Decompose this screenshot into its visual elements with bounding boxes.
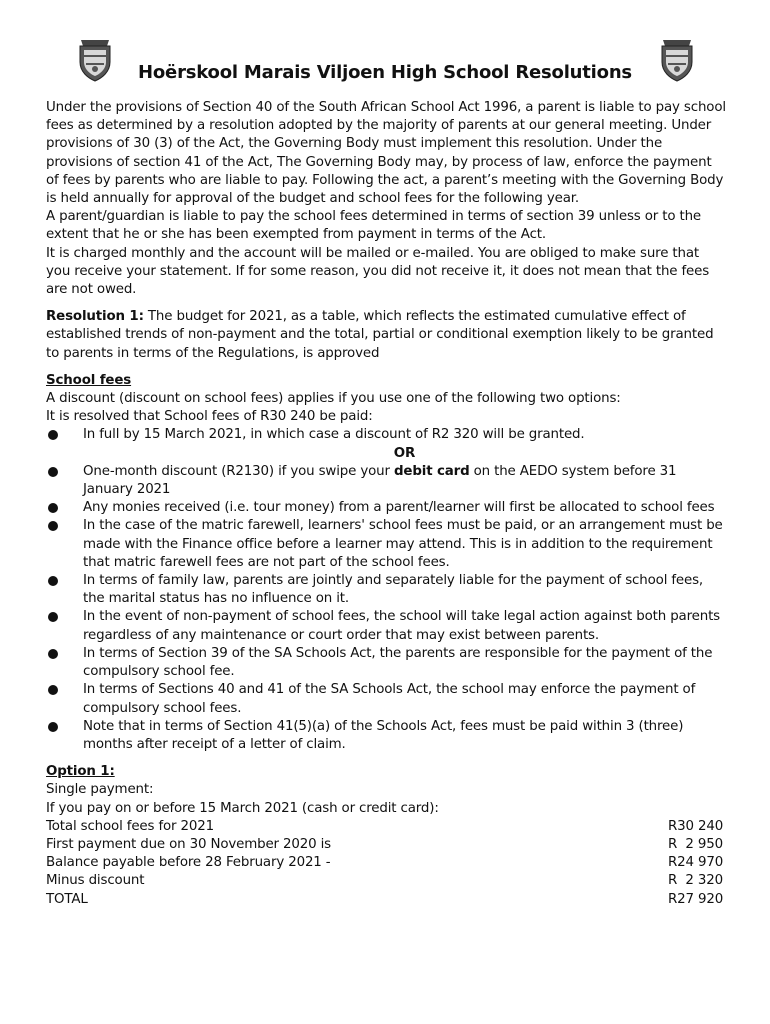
bullet-item: In the event of non-payment of school fees, the school will take legal action against both parents regardless of any maintenance or court order that may exist between parents.: [46, 608, 726, 644]
fee-amount: R 2 320: [668, 873, 723, 889]
school-fees-intro: A discount (discount on school fees) applies if you use one of the following two options:: [46, 391, 621, 407]
bullet-icon: [48, 467, 58, 477]
bullet-icon: [48, 521, 58, 531]
option1-line: If you pay on or before 15 March 2021 (cash or credit card):: [46, 800, 439, 816]
bullet-icon: [48, 685, 58, 695]
fee-label: First payment due on 30 November 2020 is: [46, 836, 332, 852]
document-body: [46, 99, 726, 909]
bullet-item: In terms of Sections 40 and 41 of the SA Schools Act, the school may enforce the payment of compulsory school fees.: [46, 681, 726, 717]
document-title: Hoërskool Marais Viljoen High School Resolutions: [138, 62, 632, 83]
fee-row: [46, 836, 726, 854]
intro-paragraph: Under the provisions of Section 40 of the South African School Act 1996, a parent is liable to pay school fees as determined by a resolution adopted by the majority of parents at our general meeting. Under provisions of 30 (3) of the Act, the Governing Body must implement this resolution. Under the provisions of section 41 of the Act, The Governing Body may, by process of law, enforce the payment of fees by parents who are liable to pay. Following the act, a parent’s meeting with the Governing Body is held annually for approval of the budget and school fees for the following year.: [46, 100, 726, 207]
resolution-paragraph: [46, 308, 726, 363]
resolution-text: The budget for 2021, as a table, which reflects the estimated cumulative effect of established trends of non-payment and the total, partial or conditional exemption likely to be granted to parents in terms of the Regulations, is approved: [46, 309, 714, 361]
debit-card-emphasis: debit card: [393, 463, 470, 479]
bullet-icon: [48, 576, 58, 586]
bullet-item: Any monies received (i.e. tour money) from a parent/learner will first be allocated to school fees: [46, 499, 726, 517]
bullet-icon: [48, 649, 58, 659]
bullet-icon: [48, 430, 58, 440]
bullet-item: Note that in terms of Section 41(5)(a) of the Schools Act, fees must be paid within 3 (three) months after receipt of a letter of claim.: [46, 718, 726, 754]
option1-line: Single payment:: [46, 782, 154, 798]
bullet-item: One-month discount (R2130) if you swipe your debit card on the AEDO system before 31 January 2021: [46, 463, 726, 499]
fee-label: Balance payable before 28 February 2021 -: [46, 855, 331, 871]
bullet-item: In terms of Section 39 of the SA Schools Act, the parents are responsible for the payment of the compulsory school fee.: [46, 645, 726, 681]
resolution-label: Resolution 1:: [46, 309, 144, 325]
fee-amount: R30 240: [668, 818, 724, 834]
fee-label: Minus discount: [46, 873, 145, 889]
fee-label: TOTAL: [46, 891, 88, 907]
school-fees-bullet-list: [46, 426, 726, 754]
intro-paragraph: It is charged monthly and the account will be mailed or e-mailed. You are obliged to make sure that you receive your statement. If for some reason, you did not receive it, it does not mean that the fees are not owed.: [46, 245, 710, 298]
bullet-item: In terms of family law, parents are jointly and separately liable for the payment of school fees, the marital status has no influence on it.: [46, 572, 726, 608]
bullet-icon: [48, 503, 58, 513]
fee-amount: R24 970: [668, 855, 724, 871]
school-fees-heading: School fees: [46, 372, 132, 388]
or-separator: OR: [393, 445, 416, 461]
bullet-icon: [48, 722, 58, 732]
fee-label: Total school fees for 2021: [46, 818, 214, 834]
bullet-item: In the case of the matric farewell, learners' school fees must be paid, or an arrangement must be made with the Finance office before a learner may attend. This is in addition to the requirement that matric farewell fees are not part of the school fees.: [46, 517, 726, 572]
option1-heading: Option 1:: [46, 764, 115, 780]
fee-row: [46, 872, 726, 890]
intro-paragraph: A parent/guardian is liable to pay the school fees determined in terms of section 39 unless or to the extent that he or she has been exempted from payment in terms of the Act.: [46, 209, 702, 243]
fee-amount: R 2 950: [668, 836, 723, 852]
bullet-icon: [48, 612, 58, 622]
bullet-item: In full by 15 March 2021, in which case a discount of R2 320 will be granted.: [46, 426, 726, 444]
fee-row: [46, 818, 726, 836]
school-fees-amount-line: It is resolved that School fees of R30 240 be paid:: [46, 409, 373, 425]
fee-row: [46, 891, 726, 909]
fee-amount: R27 920: [668, 891, 724, 907]
fee-row: [46, 854, 726, 872]
